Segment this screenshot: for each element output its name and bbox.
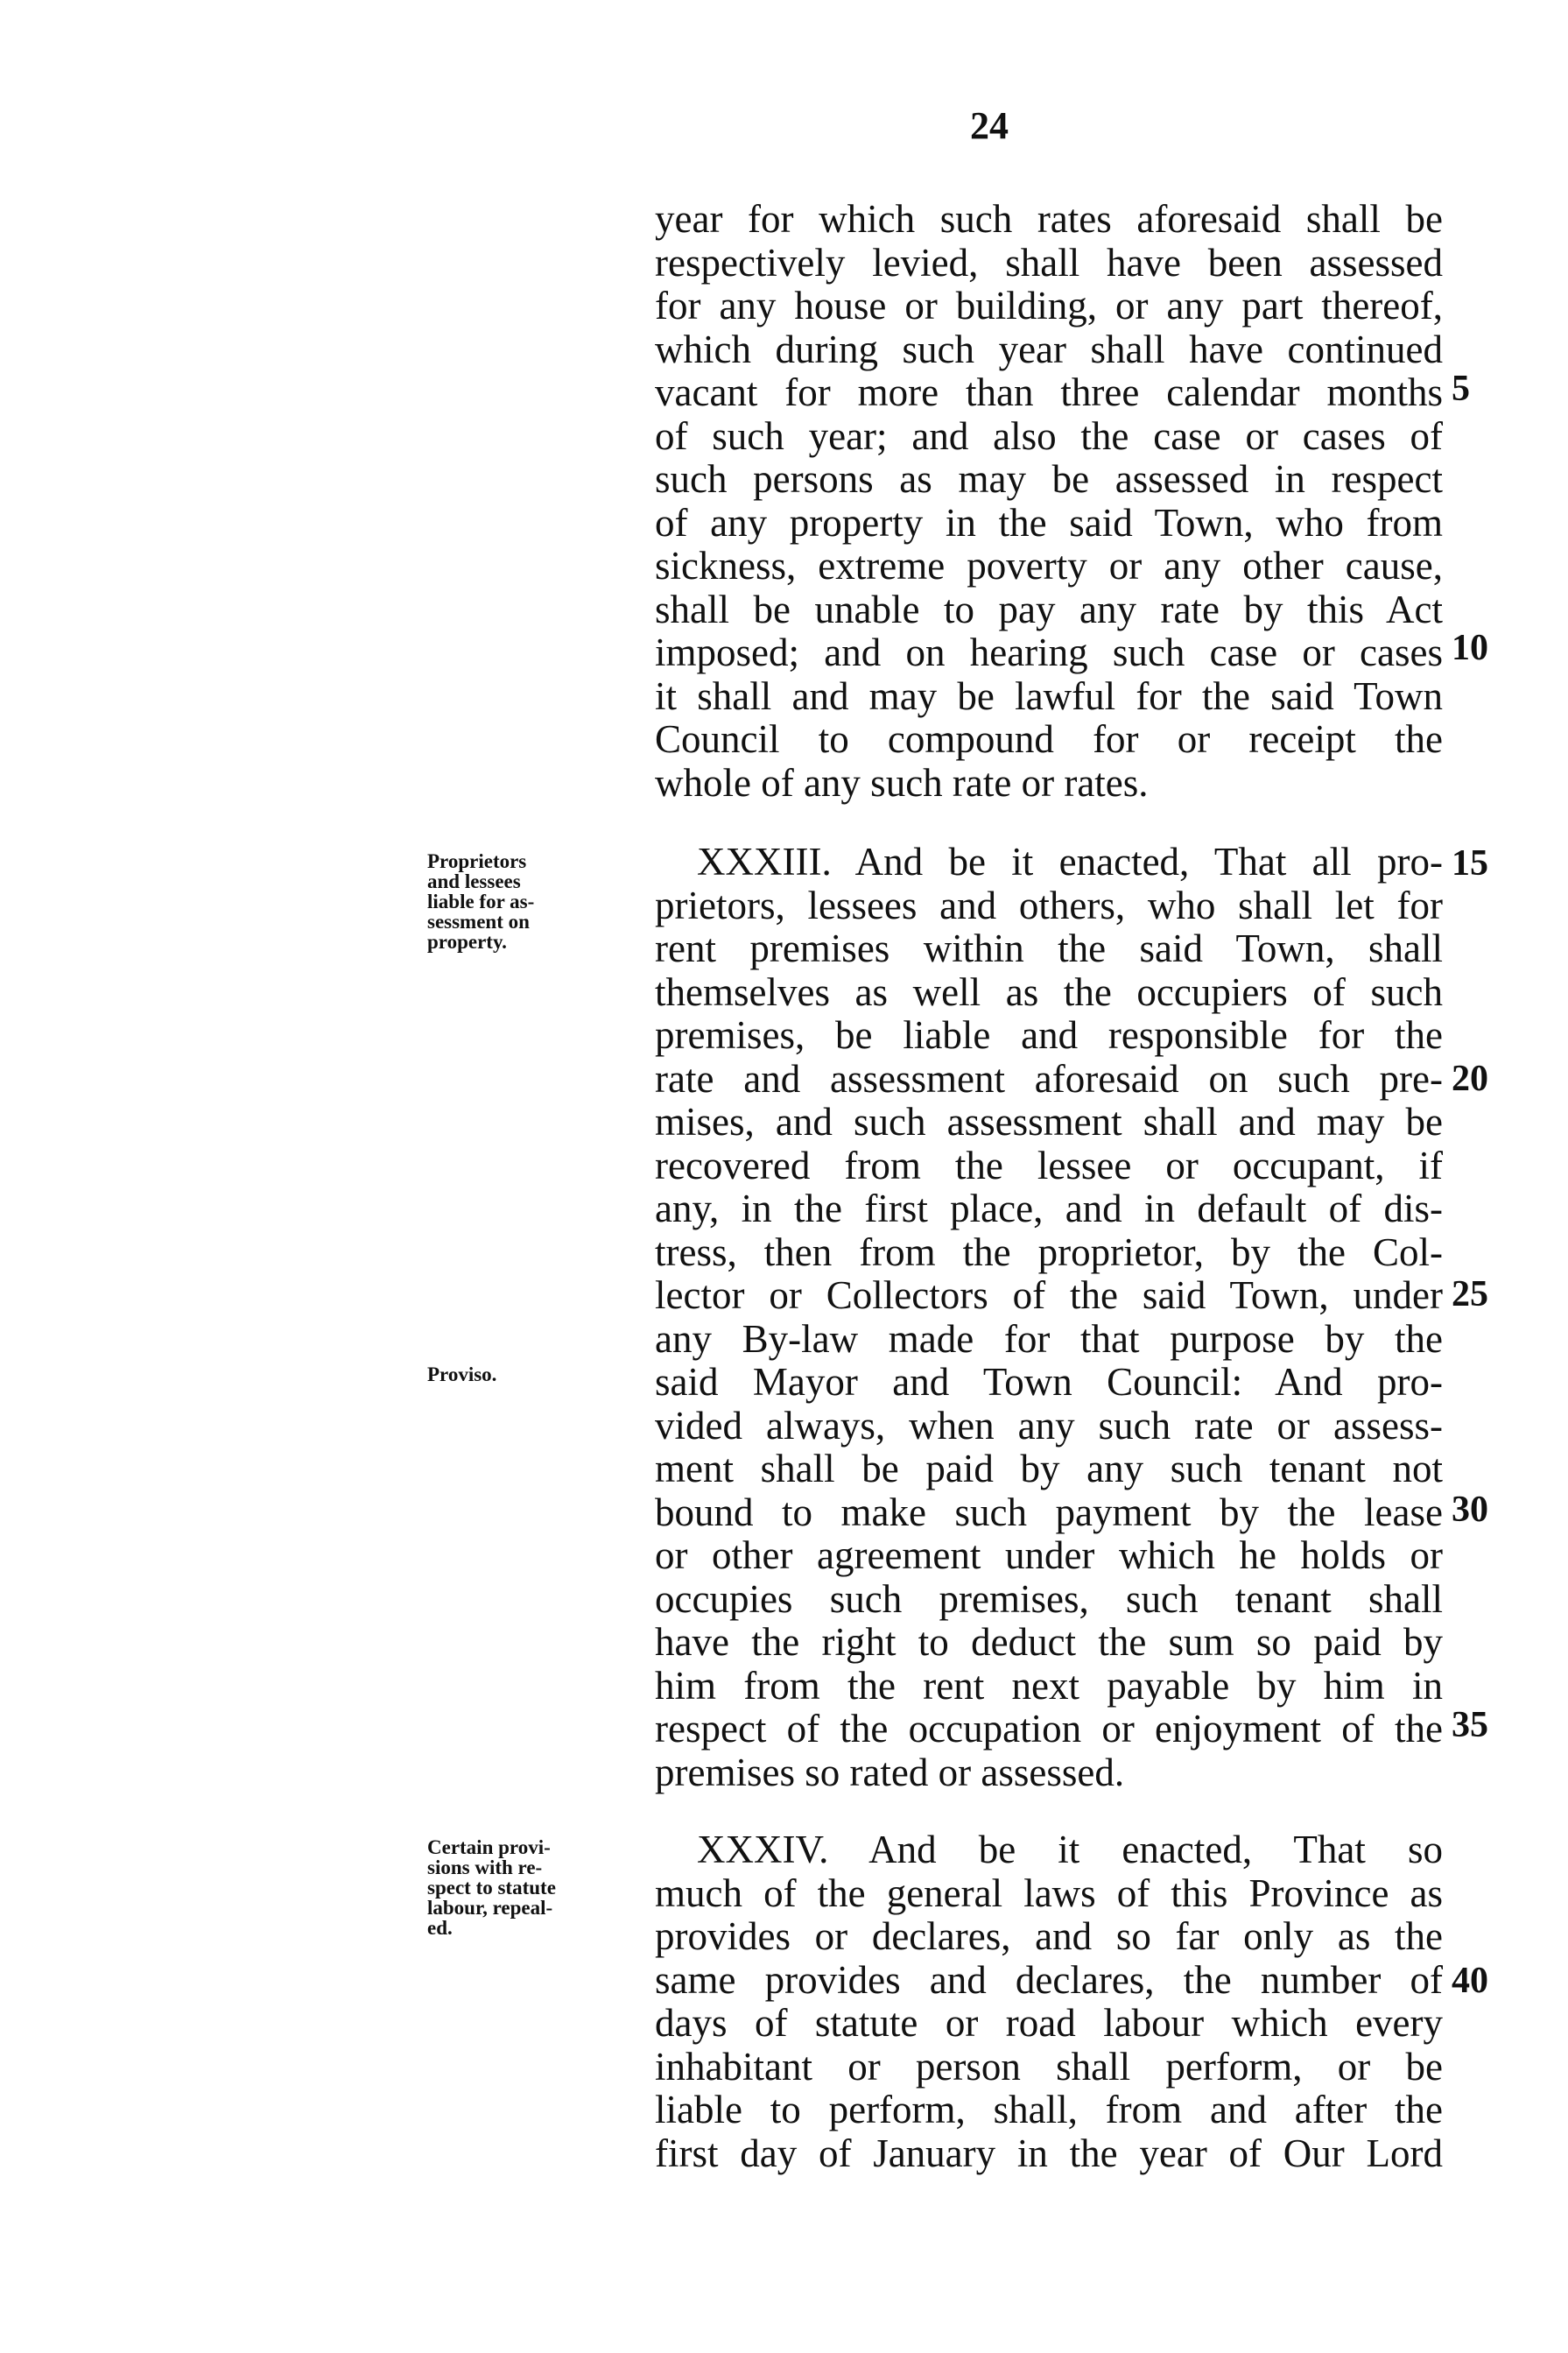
text-line: recovered from the lessee or occupant, if: [655, 1143, 1443, 1187]
margin-note-line: sessment on: [427, 911, 530, 933]
text-line: inhabitant or person shall perform, or be: [655, 2044, 1443, 2089]
margin-note-line: Proviso.: [427, 1363, 497, 1385]
line-number: 35: [1452, 1705, 1488, 1745]
text-line: tress, then from the proprietor, by the Col-: [655, 1229, 1443, 1274]
margin-note-line: sions with re-: [427, 1856, 543, 1878]
margin-note-line: liable for as-: [427, 891, 535, 912]
text-line: for any house or building, or any part thereof,: [655, 284, 1443, 328]
text-line: lector or Collectors of the said Town, under: [655, 1273, 1443, 1317]
text-line: shall be unable to pay any rate by this Act: [655, 587, 1443, 631]
text-line: bound to make such payment by the lease: [655, 1490, 1443, 1534]
page-number: 24: [970, 104, 1009, 147]
text-line: sickness, extreme poverty or any other cause,: [655, 544, 1443, 588]
text-line: said Mayor and Town Council: And pro-: [655, 1360, 1443, 1404]
text-line: occupies such premises, such tenant shall: [655, 1576, 1443, 1621]
line-number: 25: [1452, 1274, 1488, 1314]
text-line: XXXIII. And be it enacted, That all pro-: [697, 840, 1443, 884]
text-line: Council to compound for or receipt the: [655, 717, 1443, 761]
text-line: respect of the occupation or enjoyment of the: [655, 1707, 1443, 1751]
text-line: him from the rent next payable by him in: [655, 1663, 1443, 1708]
margin-note-proviso: [427, 1364, 611, 1384]
text-line: it shall and may be lawful for the said Town: [655, 673, 1443, 718]
text-line: whole of any such rate or rates.: [655, 760, 1149, 805]
text-line: provides or declares, and so far only as the: [655, 1914, 1443, 1958]
text-line: liable to perform, shall, from and after the: [655, 2088, 1443, 2131]
text-line: ment shall be paid by any such tenant not: [655, 1447, 1443, 1490]
text-line: prietors, lessees and others, who shall let for: [655, 883, 1443, 927]
text-line: such persons as may be assessed in respect: [655, 457, 1443, 501]
margin-note-line: property.: [427, 931, 507, 953]
text-line: imposed; and on hearing such case or cases: [655, 631, 1443, 674]
text-line: rent premises within the said Town, shall: [655, 926, 1443, 970]
margin-note-statute-labour: [427, 1837, 611, 1938]
line-number: 40: [1452, 1961, 1488, 2001]
text-line: any, in the first place, and in default of dis-: [655, 1187, 1443, 1230]
margin-note-line: spect to statute: [427, 1877, 556, 1899]
text-line: year for which such rates aforesaid shall be: [655, 197, 1443, 241]
text-line: first day of January in the year of Our Lord: [655, 2131, 1443, 2175]
text-line: same provides and declares, the number of: [655, 1957, 1443, 2002]
text-line: themselves as well as the occupiers of such: [655, 969, 1443, 1014]
text-line: any By-law made for that purpose by the: [655, 1316, 1443, 1361]
text-line: premises, be liable and responsible for the: [655, 1013, 1443, 1057]
margin-note-line: and lessees: [427, 870, 521, 892]
margin-note-proprietors: [427, 851, 611, 952]
line-number: 15: [1452, 843, 1488, 884]
line-number: 30: [1452, 1490, 1488, 1530]
section-xxxiii: [655, 841, 1443, 1794]
text-line: vided always, when any such rate or assess-: [655, 1403, 1443, 1448]
text-line: mises, and such assessment shall and may be: [655, 1100, 1443, 1144]
text-line: XXXIV. And be it enacted, That so: [697, 1828, 1443, 1871]
margin-note-line: Proprietors: [427, 850, 527, 872]
text-line: have the right to deduct the sum so paid by: [655, 1620, 1443, 1664]
text-line: which during such year shall have continued: [655, 327, 1443, 371]
text-line: of any property in the said Town, who from: [655, 500, 1443, 545]
margin-note-line: Certain provi-: [427, 1836, 551, 1858]
text-line: of such year; and also the case or cases of: [655, 413, 1443, 458]
text-line: days of statute or road labour which every: [655, 2001, 1443, 2045]
margin-note-line: ed.: [427, 1917, 453, 1939]
line-number: 5: [1452, 369, 1470, 409]
text-line: premises so rated or assessed.: [655, 1750, 1125, 1794]
text-line: or other agreement under which he holds or: [655, 1533, 1443, 1577]
section-xxxiv: [655, 1828, 1443, 2175]
text-line: rate and assessment aforesaid on such pre-: [655, 1056, 1443, 1101]
text-line: vacant for more than three calendar months: [655, 370, 1443, 414]
line-number: 10: [1452, 628, 1488, 668]
text-line: respectively levied, shall have been assessed: [655, 240, 1443, 285]
text-line: much of the general laws of this Province as: [655, 1870, 1443, 1915]
margin-note-line: labour, repeal-: [427, 1897, 553, 1919]
paragraph-continuation: [655, 198, 1443, 805]
line-number: 20: [1452, 1059, 1488, 1099]
